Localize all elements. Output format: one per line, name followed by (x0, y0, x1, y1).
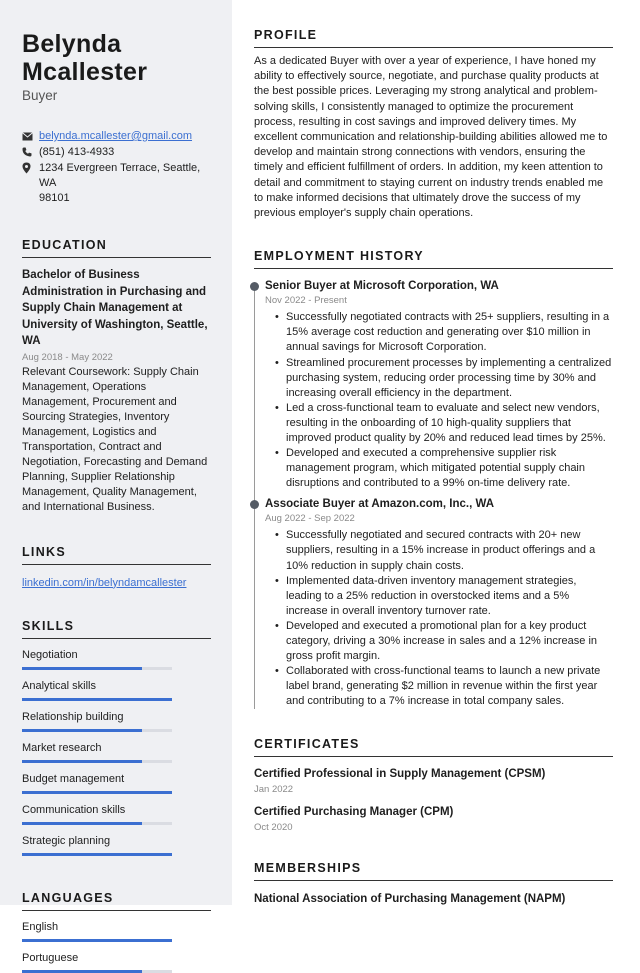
certificate-item (254, 805, 613, 833)
contact-address-row (22, 161, 211, 206)
skill-level-fill (22, 791, 172, 794)
job-bullet: • Led a cross-functional team to evaluate and select new vendors, resulting in the onboarding of 10 high-quality suppliers that improved product quality by 20% and reduced lead times by 25%. (275, 401, 613, 446)
address-text (39, 161, 211, 206)
skill-level-fill (22, 667, 142, 670)
skill-item (22, 711, 211, 732)
employment-heading: EMPLOYMENT HISTORY (254, 249, 613, 269)
memberships-list (254, 893, 613, 905)
skill-level-bar (22, 791, 172, 794)
skill-name: Market research (22, 741, 102, 754)
memberships-section (254, 861, 613, 905)
candidate-last-name: Mcallester (22, 58, 148, 86)
profile-heading: PROFILE (254, 28, 613, 48)
certificate-name: Certified Professional in Supply Management (CPSM) (254, 768, 546, 781)
skills-list (22, 649, 211, 856)
phone-number: (851) 413-4933 (39, 146, 115, 158)
job-bullet: • Developed and executed a promotional plan for a key product category, driving a 30% increase in sales and a 12% increase in gross profit margin. (275, 619, 613, 664)
skill-level-bar (22, 667, 172, 670)
languages-section (22, 891, 211, 973)
linkedin-link[interactable]: linkedin.com/in/belyndamcallester (22, 576, 187, 589)
links-heading: LINKS (22, 545, 211, 565)
envelope-icon (22, 129, 34, 143)
job-bullets (265, 310, 613, 491)
job-dates: Aug 2022 - Sep 2022 (265, 513, 355, 525)
certificate-name: Certified Purchasing Manager (CPM) (254, 806, 454, 819)
contact-phone-row (22, 145, 211, 160)
certificates-list (254, 767, 613, 833)
language-name: English (22, 920, 59, 933)
skill-level-bar (22, 853, 172, 856)
skill-level-fill (22, 853, 172, 856)
skill-item (22, 773, 211, 794)
job-bullet: • Implemented data-driven inventory management strategies, leading to a 25% reduction in overstocked items and a 5% increase in overall inventory turnover rate. (275, 574, 613, 619)
language-name: Portuguese (22, 951, 79, 964)
education-coursework: Relevant Coursework: Supply Chain Management, Operations Management, Procurement and Sourcing Strategies, Inventory Management, Logistics and Transportation, Contract and Negotiation, Forecasting and Demand Planning, Supplier Relationship Management, Quality Management, and International Business. (22, 365, 208, 513)
job-title: Associate Buyer at Amazon.com, Inc., WA (265, 498, 494, 511)
timeline-dot-icon (250, 500, 259, 509)
job-dates: Nov 2022 - Present (265, 295, 347, 307)
links-section (22, 545, 211, 589)
membership-name: National Association of Purchasing Management (NAPM) (254, 893, 566, 906)
skills-heading: SKILLS (22, 619, 211, 639)
skill-name: Analytical skills (22, 679, 96, 692)
job-bullet: • Successfully negotiated and secured contracts with 20+ new suppliers, resulting in a 15% increase in product offerings and a 10% reduction in supply chain costs. (275, 528, 613, 573)
job-title: Senior Buyer at Microsoft Corporation, WA (265, 280, 499, 293)
education-section (22, 238, 211, 515)
certificate-date: Oct 2020 (254, 822, 293, 834)
education-heading: EDUCATION (22, 238, 211, 258)
education-dates: Aug 2018 - May 2022 (22, 351, 113, 363)
skill-name: Negotiation (22, 648, 78, 661)
skills-section (22, 619, 211, 856)
language-item (22, 952, 211, 973)
skill-item (22, 804, 211, 825)
language-level-bar (22, 939, 172, 942)
email-link[interactable]: belynda.mcallester@gmail.com (39, 130, 193, 142)
job-entry (265, 497, 613, 709)
skill-level-fill (22, 760, 142, 763)
job-entry (265, 279, 613, 491)
candidate-first-name: Belynda (22, 30, 122, 58)
contact-block (22, 129, 211, 206)
profile-text: As a dedicated Buyer with over a year of experience, I have honed my ability to effectively source, negotiate, and purchase quality products at the best possible prices. Leveraging my strong analytical and problem-solving skills, I consistently managed to optimize the procurement process, resulting in cost savings and improved delivery times. My excellent communication and relationship-building abilities allowed me to develop and maintain strong connections with vendors, ensuring the timely and efficient fulfillment of orders. In addition, my keen attention to detail and commitment to staying current on industry trends enabled me to make informed decisions that ultimately drove the success of my previous employer's supply chain operations. (254, 55, 608, 220)
timeline-dot-icon (250, 282, 259, 291)
certificate-date: Jan 2022 (254, 784, 294, 796)
job-bullet: • Successfully negotiated contracts with 25+ suppliers, resulting in a 15% average cost reduction and generating over $10 million in annual savings for Microsoft Corporation. (275, 310, 613, 355)
education-degree: Bachelor of Business Administration in Purchasing and Supply Chain Management at University of Washington, Seattle, WA (22, 269, 208, 347)
skill-name: Communication skills (22, 803, 126, 816)
skill-level-bar (22, 729, 172, 732)
job-bullet: • Developed and executed a comprehensive supplier risk management program, which mitigated potential supply chain disruptions and contributed to a 99% on-time delivery rate. (275, 446, 613, 491)
skill-level-fill (22, 822, 142, 825)
skill-name: Budget management (22, 772, 125, 785)
memberships-heading: MEMBERSHIPS (254, 861, 613, 881)
job-bullet: • Streamlined procurement processes by implementing a centralized purchasing system, reducing order processing time by 30% and increasing overall efficiency in the department. (275, 356, 613, 401)
employment-timeline (254, 279, 613, 709)
skill-level-fill (22, 729, 142, 732)
contact-email-row (22, 129, 211, 144)
skill-item (22, 649, 211, 670)
languages-list (22, 921, 211, 973)
phone-icon (22, 145, 34, 159)
location-pin-icon (22, 161, 34, 175)
sidebar (0, 0, 232, 964)
language-level-fill (22, 939, 172, 942)
profile-section (254, 28, 613, 221)
languages-heading: LANGUAGES (22, 891, 211, 911)
certificate-item (254, 767, 613, 795)
skill-item (22, 835, 211, 856)
language-item (22, 921, 211, 942)
skill-level-fill (22, 698, 172, 701)
job-bullet: • Collaborated with cross-functional teams to launch a new private label brand, generating $2 million in revenue within the first year and contributing to a 7% increase in total company sales. (275, 664, 613, 709)
main-content (232, 0, 640, 905)
job-bullets (265, 528, 613, 709)
skill-name: Relationship building (22, 710, 124, 723)
skill-level-bar (22, 760, 172, 763)
skill-level-bar (22, 698, 172, 701)
language-level-bar (22, 970, 172, 973)
skill-item (22, 742, 211, 763)
address-line-2: 98101 (39, 192, 70, 204)
skill-level-bar (22, 822, 172, 825)
employment-section (254, 249, 613, 709)
language-level-fill (22, 970, 142, 973)
certificates-section (254, 737, 613, 833)
skill-name: Strategic planning (22, 834, 111, 847)
skill-item (22, 680, 211, 701)
certificates-heading: CERTIFICATES (254, 737, 613, 757)
address-line-1: 1234 Evergreen Terrace, Seattle, WA (39, 162, 201, 189)
candidate-job-title: Buyer (22, 88, 58, 103)
